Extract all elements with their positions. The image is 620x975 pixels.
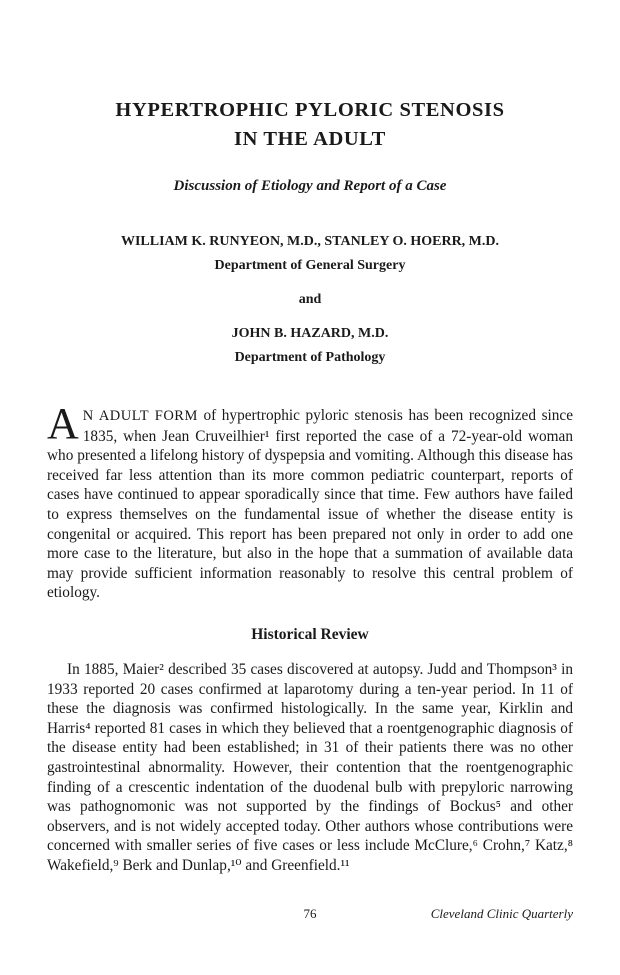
author-conjunction: and [298,292,322,307]
intro-text: of hypertrophic pyloric stenosis has been recognized since 1835, when Jean Cruveilhier¹ first reported the case of a 72-year-old woman who presented a lifelong history of dyspepsia and vomiting. Although this disease has received far less attention than its more common pediatric counterpart, reports of cases have continued to appear sporadically since that time. Few authors have failed to express themselves on the fundamental issue of whether the disease entity is congenital or acquired. This report has been prepared not only in order to add one more case to the literature, but also in the hope that a summation of available data may provide sufficient information reasonably to resolve this central problem of etiology. [47,407,573,602]
title-line-2: IN THE ADULT [234,128,386,150]
journal-name: Cleveland Clinic Quarterly [430,906,573,921]
page-number: 76 [303,906,317,921]
title-line-1: HYPERTROPHIC PYLORIC STENOSIS [115,99,505,121]
intro-paragraph [47,399,573,603]
drop-cap: A [47,399,79,448]
author-department-2: Department of Pathology [234,350,386,365]
article-subtitle: Discussion of Etiology and Report of a Case [173,178,447,194]
article-title [0,96,620,154]
author-department-1: Department of General Surgery [214,258,406,273]
author-block [0,230,620,370]
author-names-1: WILLIAM K. RUNYEON, M.D., STANLEY O. HOERR, M.D. [120,234,499,249]
historical-review-paragraph: In 1885, Maier² described 35 cases discovered at autopsy. Judd and Thompson³ in 1933 reported 20 cases confirmed at laparotomy during a ten-year period. In 11 of these the diagnosis was confirmed histologically. In the same year, Kirklin and Harris⁴ reported 81 cases in which they believed that a roentgenographic diagnosis of the disease entity had been established; in 31 of their patients there was no other gastrointestinal abnormality. However, their contention that the roentgenographic finding of a crescentic indentation of the duodenal bulb with prepyloric narrowing was pathognomonic was not supported by the findings of Bockus⁵ and other observers, and is not widely accepted today. Other authors whose contributions were concerned with smaller series of five cases or less include McClure,⁶ Crohn,⁷ Katz,⁸ Wakefield,⁹ Berk and Dunlap,¹⁰ and Greenfield.¹¹ [47,661,573,874]
author-names-2: JOHN B. HAZARD, M.D. [231,326,389,341]
intro-lead-in: N ADULT FORM [82,408,198,424]
section-heading-historical-review: Historical Review [251,626,369,643]
